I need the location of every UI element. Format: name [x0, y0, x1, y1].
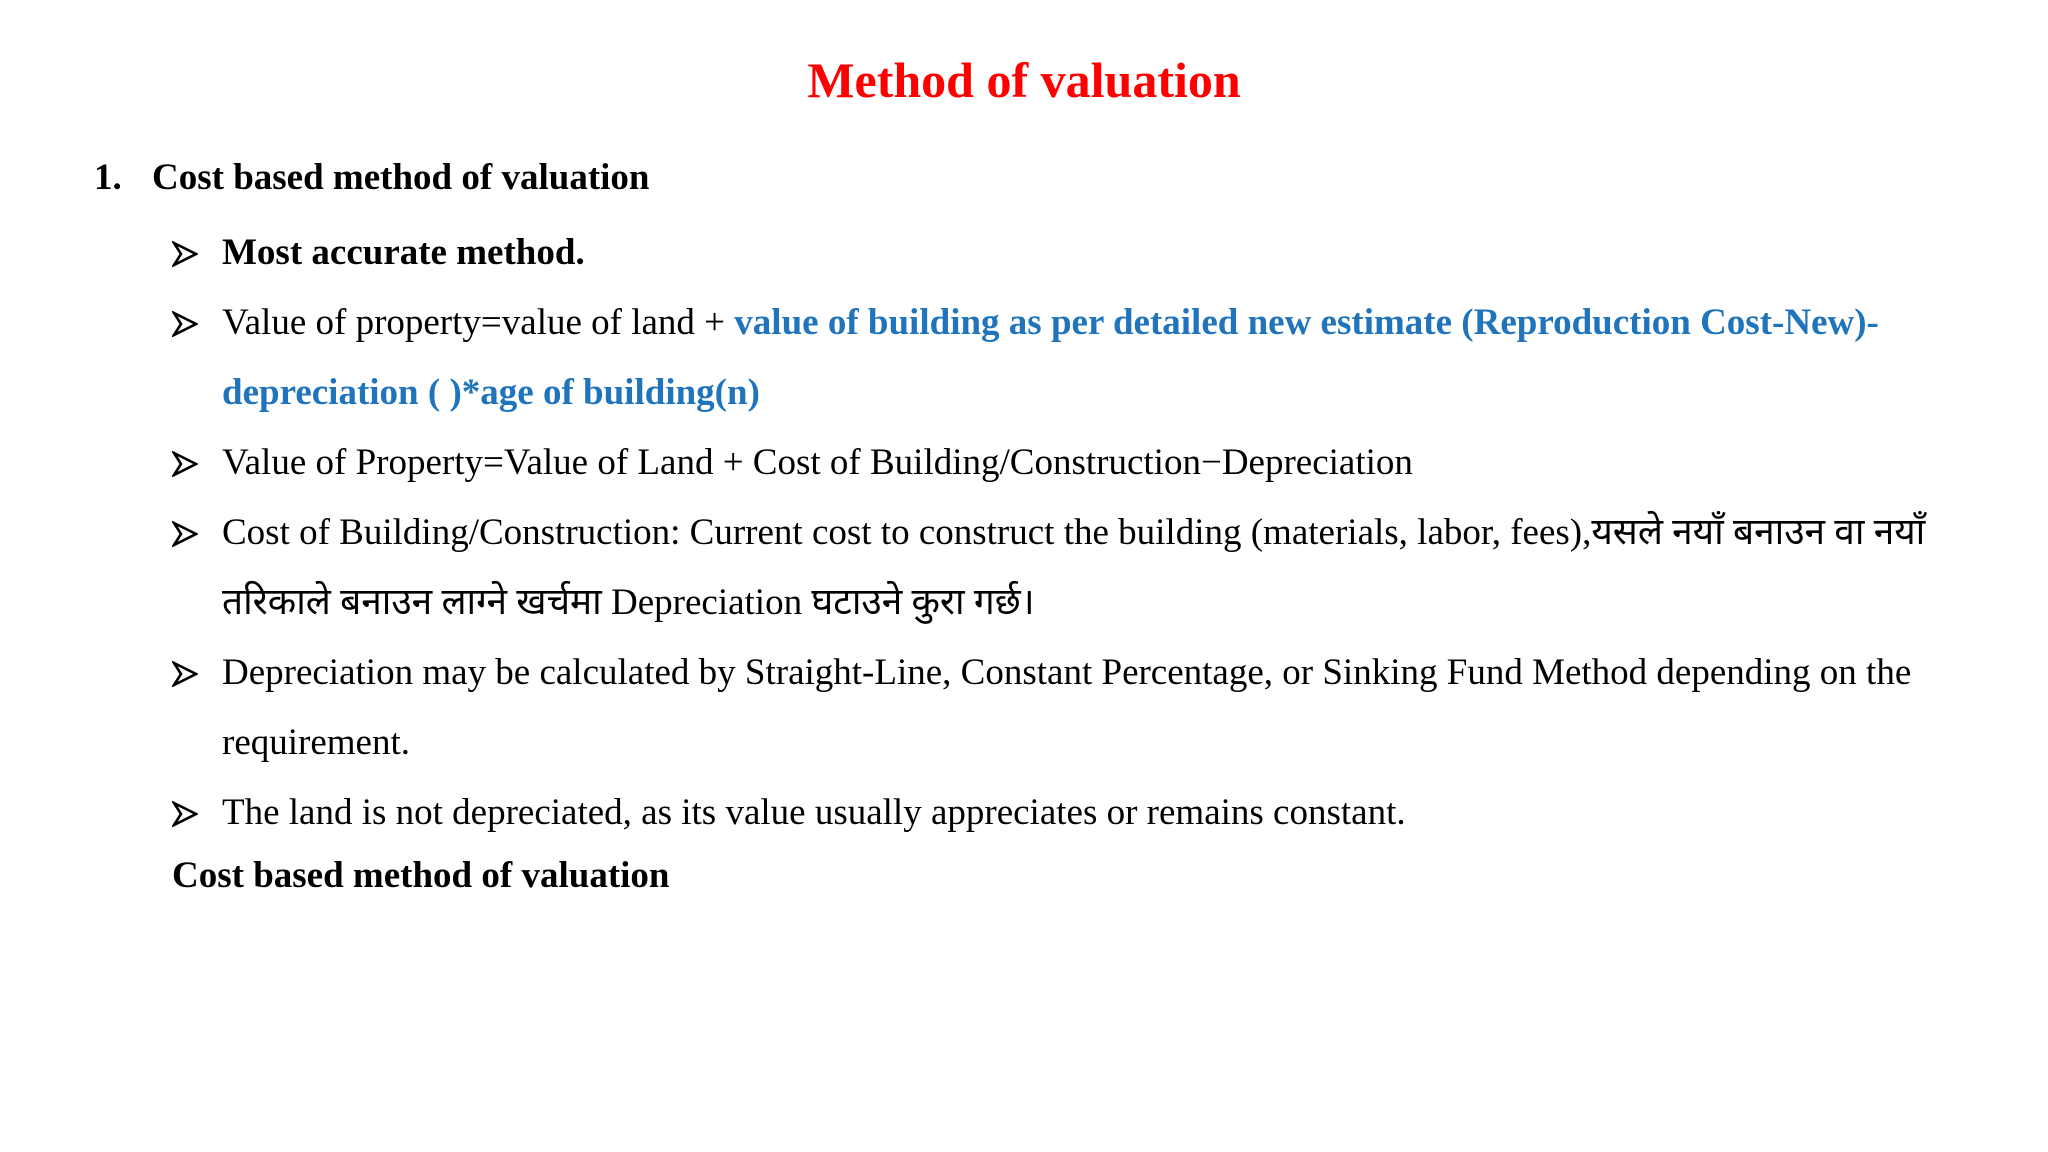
arrowhead-bullet-icon: [172, 801, 198, 827]
bullet-text: Cost of Building/Construction: Current cost to construct the building (materials, labor, fees),यसले नयाँ बनाउन वा नयाँ तरिकाले बनाउन लाग्ने खर्चमा Depreciation घटाउने कुरा गर्छ।: [222, 512, 1926, 623]
bullet-text: Most accurate method.: [222, 232, 585, 273]
section-heading: [94, 150, 650, 206]
bullet-item: [172, 288, 1972, 428]
footer-heading: Cost based method of valuation: [172, 855, 670, 896]
section-number: 1.: [94, 157, 122, 198]
arrowhead-bullet-icon: [172, 241, 198, 267]
bullet-item: [172, 428, 1972, 498]
arrowhead-bullet-icon: [172, 311, 198, 337]
arrowhead-bullet-icon: [172, 451, 198, 477]
bullet-text: Depreciation may be calculated by Straight-Line, Constant Percentage, or Sinking Fund Method depending on the requirement.: [222, 652, 1912, 763]
bullet-item: [172, 638, 1972, 778]
bullet-text-highlight: value of building as per detailed new estimate (Reproduction Cost-New)-depreciation ( )*age of building(n): [222, 302, 1879, 413]
bullet-text-plain: Value of property=value of land +: [222, 302, 735, 343]
bullet-item: [172, 498, 1972, 638]
arrowhead-bullet-icon: [172, 661, 198, 687]
bullet-text: Value of Property=Value of Land + Cost of Building/Construction−Depreciation: [222, 442, 1413, 483]
bullet-list: [172, 218, 1972, 848]
bullet-item: [172, 778, 1972, 848]
bullet-item: [172, 218, 1972, 288]
arrowhead-bullet-icon: [172, 521, 198, 547]
bullet-text: The land is not depreciated, as its value usually appreciates or remains constant.: [222, 792, 1406, 833]
slide-title: Method of valuation: [807, 52, 1241, 108]
section-heading-text: Cost based method of valuation: [152, 157, 650, 198]
